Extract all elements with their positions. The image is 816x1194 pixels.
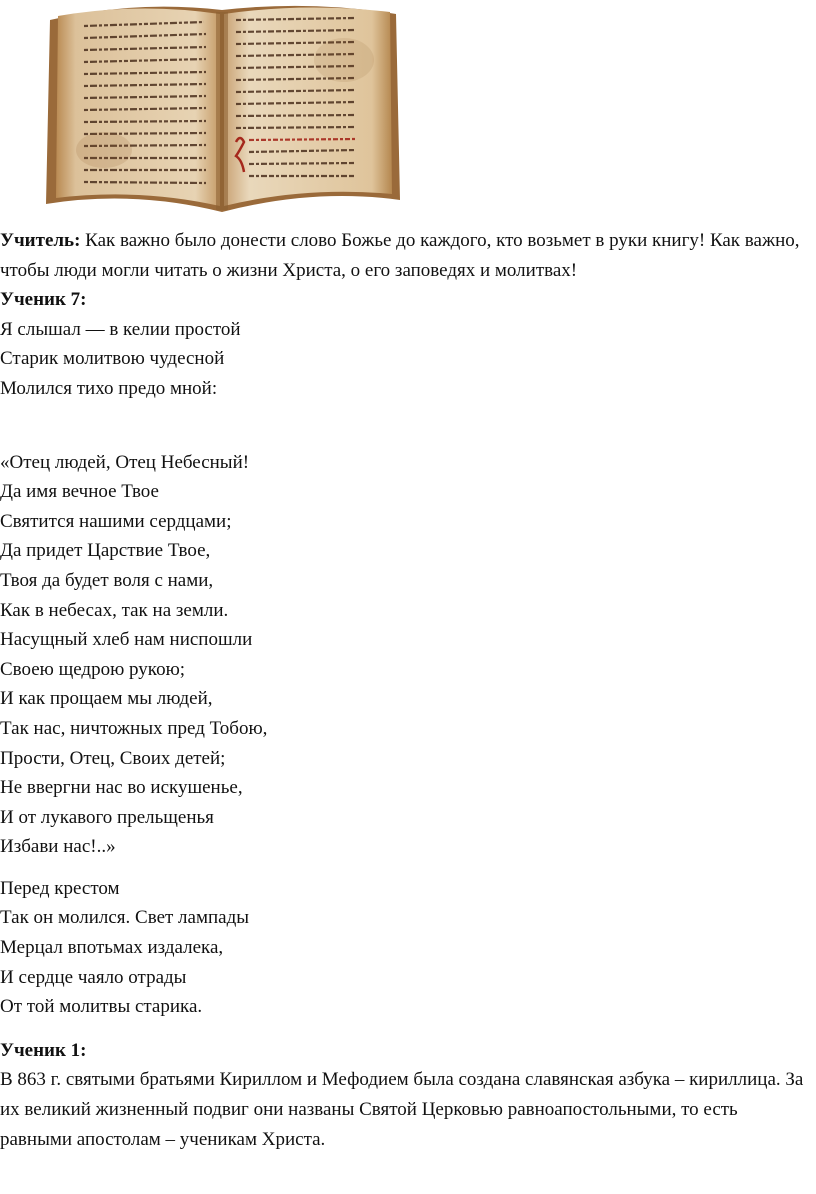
student7-speaker: Ученик 7: — [0, 289, 87, 311]
verse-line: Святится нашими сердцами; — [0, 510, 232, 532]
manuscript-image — [44, 0, 400, 222]
verse-line: И от лукавого прельщенья — [0, 806, 214, 828]
verse-line: «Отец людей, Отец Небесный! — [0, 451, 250, 473]
student7-intro — [0, 315, 816, 404]
verse-line: И как прощаем мы людей, — [0, 688, 213, 710]
prayer-stanza — [0, 448, 816, 862]
verse-line: Да придет Царствие Твое, — [0, 540, 211, 562]
verse-line: Не ввергни нас во искушенье, — [0, 777, 243, 799]
teacher-speaker: Учитель: — [0, 230, 81, 251]
verse-line: Молился тихо предо мной: — [0, 377, 218, 399]
verse-line: Старик молитвою чудесной — [0, 348, 225, 370]
student1-paragraph: В 863 г. святыми братьями Кириллом и Мефодием была создана славянская азбука – кириллица. За их великий жизненный подвиг они названы Святой Церковью равноапостольными, то есть равными апостолам – ученикам Христа. — [0, 1069, 804, 1150]
verse-line: Да имя вечное Твое — [0, 481, 159, 503]
student1-speaker: Ученик 1: — [0, 1039, 87, 1061]
verse-line: Избави нас!..» — [0, 836, 116, 858]
verse-line: Насущный хлеб нам ниспошли — [0, 629, 253, 651]
verse-line: Своею щедрою рукою; — [0, 658, 186, 680]
teacher-text: Как важно было донести слово Божье до каждого, кто возьмет в руки книгу! Как важно, чтобы люди могли читать о жизни Христа, о его заповедях и молитвах! — [0, 230, 800, 281]
verse-line: Твоя да будет воля с нами, — [0, 569, 214, 591]
verse-line: От той молитвы старика. — [0, 996, 203, 1018]
verse-line: Мерцал впотьмах издалека, — [0, 937, 224, 959]
document-body — [0, 226, 816, 1154]
verse-line: Перед крестом — [0, 877, 120, 899]
verse-line: Как в небесах, так на земли. — [0, 599, 229, 621]
verse-line: Так он молился. Свет лампады — [0, 907, 250, 929]
verse-line: Прости, Отец, Своих детей; — [0, 747, 226, 769]
outro-stanza — [0, 874, 816, 1022]
verse-line: Я слышал — в келии простой — [0, 318, 241, 340]
verse-line: Так нас, ничтожных пред Тобою, — [0, 717, 268, 739]
teacher-paragraph — [0, 226, 812, 285]
verse-line: И сердце чаяло отрады — [0, 966, 187, 988]
